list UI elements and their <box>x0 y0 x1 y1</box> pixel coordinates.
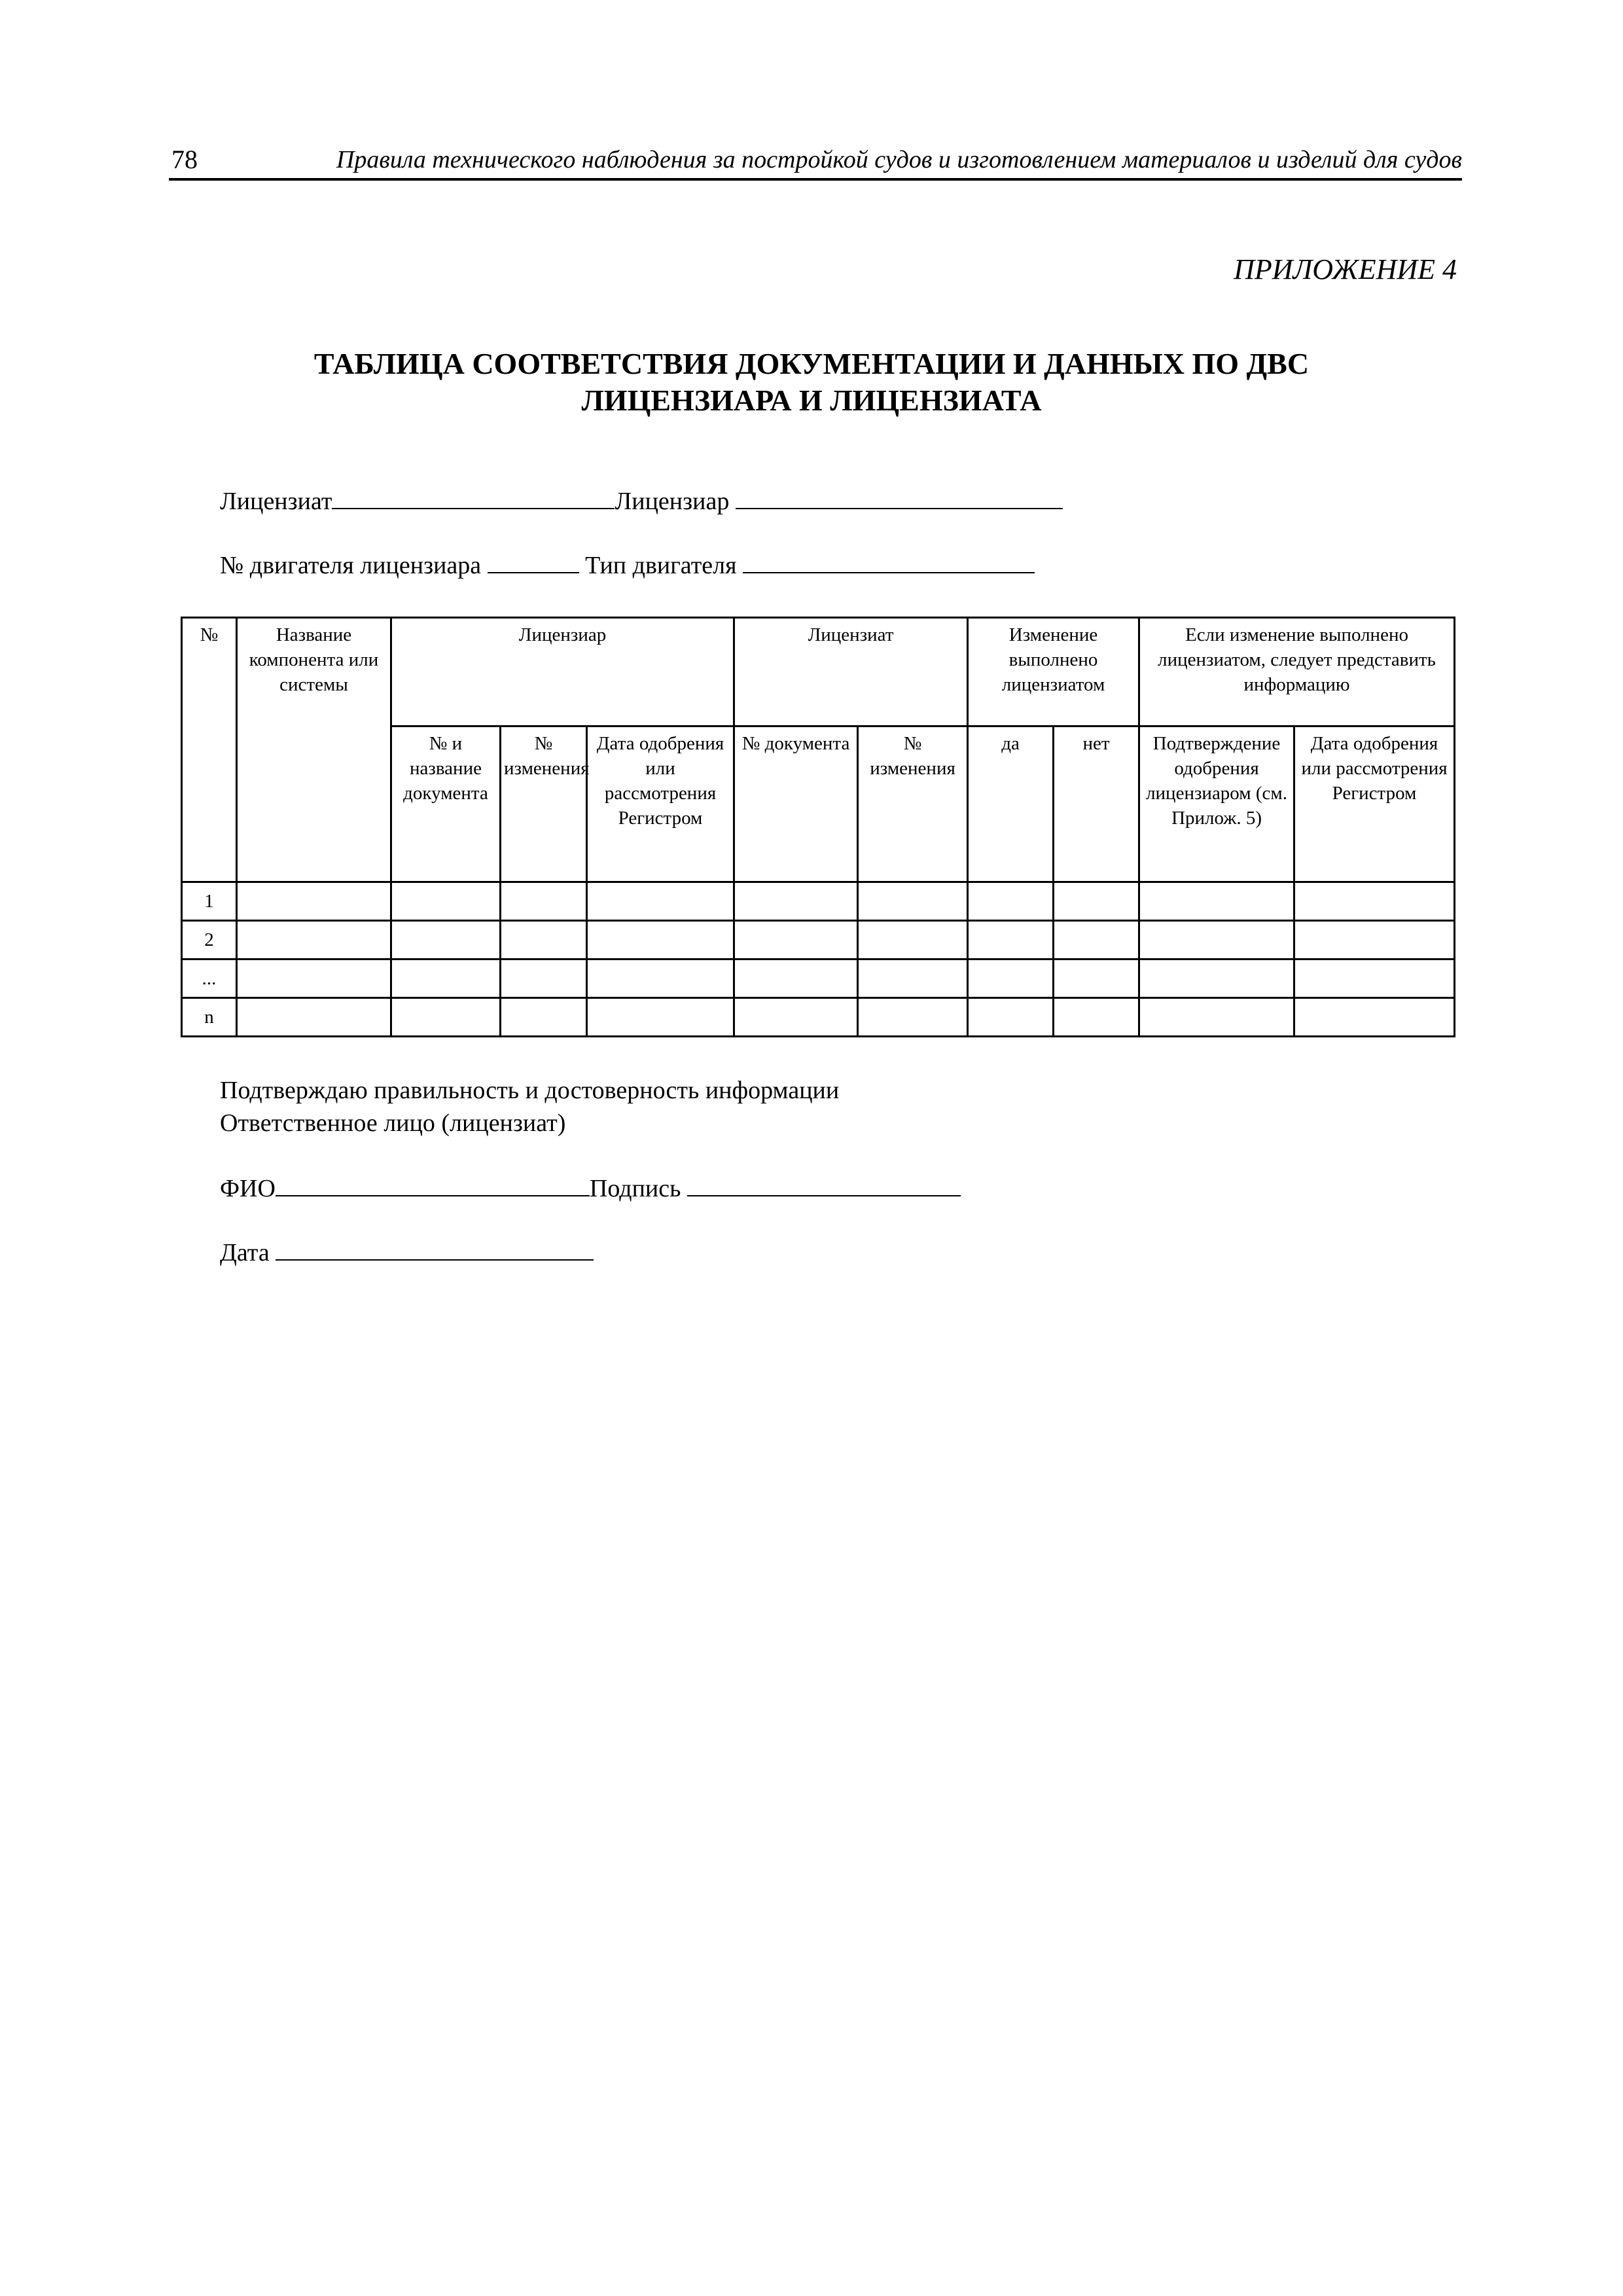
licensee-blank[interactable] <box>332 488 615 509</box>
table-cell[interactable] <box>1139 998 1294 1037</box>
row-number: n <box>182 998 237 1037</box>
signature-label: Подпись <box>589 1175 681 1202</box>
table-cell[interactable] <box>237 882 391 921</box>
table-row <box>182 960 1455 998</box>
confirm-text: Подтверждаю правильность и достоверность информации <box>220 1077 840 1104</box>
table-cell[interactable] <box>1054 998 1139 1037</box>
table-cell[interactable] <box>391 882 501 921</box>
appendix-label: ПРИЛОЖЕНИЕ 4 <box>1234 253 1457 285</box>
table-cell[interactable] <box>968 921 1054 960</box>
table-cell[interactable] <box>734 921 858 960</box>
table-cell[interactable] <box>1139 960 1294 998</box>
licensee-licensor-line <box>220 487 1063 516</box>
table-cell[interactable] <box>391 921 501 960</box>
table-cell[interactable] <box>501 921 587 960</box>
col-header-licensee-doc-no: № документа <box>734 726 858 882</box>
table-cell[interactable] <box>237 960 391 998</box>
row-number: 2 <box>182 921 237 960</box>
col-group-if-change: Если изменение выполнено лицензиатом, следует представить информацию <box>1139 618 1455 726</box>
col-header-licensor-confirmation: Подтверждение одобрения лицензиаром (см. Прилож. 5) <box>1139 726 1294 882</box>
table-cell[interactable] <box>1294 960 1455 998</box>
running-title: Правила технического наблюдения за постройкой судов и изготовлением материалов и изделий для судов <box>336 146 1462 173</box>
table-cell[interactable] <box>237 921 391 960</box>
engine-no-label: № двигателя лицензиара <box>220 552 482 579</box>
engine-type-blank[interactable] <box>743 552 1035 573</box>
table-cell[interactable] <box>1054 882 1139 921</box>
table-cell[interactable] <box>1294 998 1455 1037</box>
table-cell[interactable] <box>587 960 734 998</box>
table-cell[interactable] <box>587 998 734 1037</box>
table-cell[interactable] <box>501 882 587 921</box>
table-cell[interactable] <box>391 998 501 1037</box>
page-number: 78 <box>171 145 198 174</box>
licensor-blank[interactable] <box>736 488 1063 509</box>
col-header-register-approval-date: Дата одобрения или рассмотрения Регистром <box>1294 726 1455 882</box>
table-cell[interactable] <box>858 998 968 1037</box>
fio-label: ФИО <box>220 1175 276 1202</box>
document-title <box>0 346 1623 419</box>
table-cell[interactable] <box>391 960 501 998</box>
table-cell[interactable] <box>587 921 734 960</box>
col-header-approval-date: Дата одобрения или рассмотрения Регистром <box>587 726 734 882</box>
col-header-no: № <box>182 618 237 882</box>
col-header-licensee-change-no: № изменения <box>858 726 968 882</box>
table-cell[interactable] <box>1294 882 1455 921</box>
col-group-licensee: Лицензиат <box>734 618 968 726</box>
engine-line <box>220 551 1035 580</box>
correspondence-table <box>181 617 1455 1037</box>
table-cell[interactable] <box>1139 882 1294 921</box>
table-cell[interactable] <box>734 998 858 1037</box>
row-number: 1 <box>182 882 237 921</box>
table-cell[interactable] <box>858 960 968 998</box>
table-cell[interactable] <box>734 882 858 921</box>
table-cell[interactable] <box>968 960 1054 998</box>
engine-type-label: Тип двигателя <box>585 552 737 579</box>
running-header <box>169 144 1462 181</box>
licensor-label: Лицензиар <box>615 488 730 515</box>
table-cell[interactable] <box>587 882 734 921</box>
title-line-1: ТАБЛИЦА СООТВЕТСТВИЯ ДОКУМЕНТАЦИИ И ДАННЫХ ПО ДВС <box>313 347 1310 380</box>
table-header-row-1 <box>182 618 1455 726</box>
col-group-licensor: Лицензиар <box>391 618 734 726</box>
table-cell[interactable] <box>1054 921 1139 960</box>
table-cell[interactable] <box>968 882 1054 921</box>
table-cell[interactable] <box>1139 921 1294 960</box>
licensee-label: Лицензиат <box>220 488 332 515</box>
date-line <box>220 1238 594 1267</box>
table-cell[interactable] <box>1054 960 1139 998</box>
table-cell[interactable] <box>1294 921 1455 960</box>
col-header-doc-no-name: № и название документа <box>391 726 501 882</box>
fio-blank[interactable] <box>276 1175 590 1196</box>
table-row <box>182 882 1455 921</box>
signature-blank[interactable] <box>687 1175 961 1196</box>
table-row <box>182 998 1455 1037</box>
table-cell[interactable] <box>501 998 587 1037</box>
date-label: Дата <box>220 1239 270 1266</box>
col-header-yes: да <box>968 726 1054 882</box>
col-header-no-answer: нет <box>1054 726 1139 882</box>
col-header-change-no: № изменения <box>501 726 587 882</box>
col-header-component-name: Название компонента или системы <box>237 618 391 882</box>
date-blank[interactable] <box>276 1240 594 1261</box>
fio-signature-line <box>220 1174 961 1203</box>
table-cell[interactable] <box>237 998 391 1037</box>
table-cell[interactable] <box>501 960 587 998</box>
table-row <box>182 921 1455 960</box>
responsible-text: Ответственное лицо (лицензиат) <box>220 1109 566 1137</box>
row-number: ... <box>182 960 237 998</box>
title-line-2: ЛИЦЕНЗИАРА И ЛИЦЕНЗИАТА <box>581 384 1042 417</box>
table-cell[interactable] <box>968 998 1054 1037</box>
col-group-change-done: Изменение выполнено лицензиатом <box>968 618 1139 726</box>
table-cell[interactable] <box>734 960 858 998</box>
table-cell[interactable] <box>858 882 968 921</box>
engine-no-blank[interactable] <box>488 552 579 573</box>
table-cell[interactable] <box>858 921 968 960</box>
